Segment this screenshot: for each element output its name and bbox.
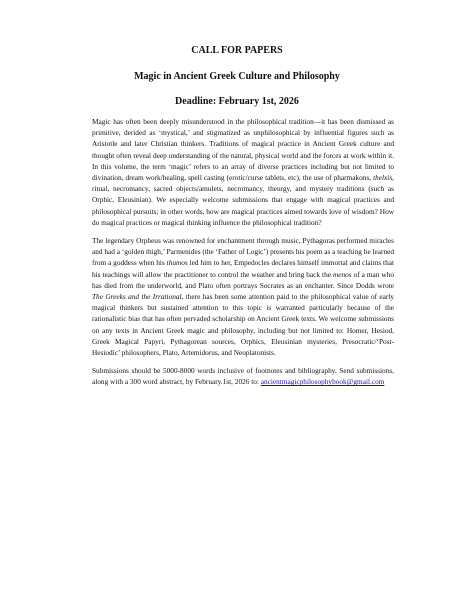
paragraph-submission	[92, 365, 394, 387]
paragraph-context: The legendary Orpheus was renowned for enchantment through music, Pythagoras performed miracles and had a ‘golden thigh,’ Parmenides (the ‘Father of Logic’) presents his poem as a teaching he learned from a goddess when his thumos led him to her, Empedocles declares himself immortal and claims that his teachings will allow the practitioner to control the weather and bring back the menos of a man who has died from the underworld, and Plato often portrays Socrates as an enchanter. Since Dodds wrote The Greeks and the Irrational, there has been some attention paid to the philosophical value of early magical thinkers but sustained attention to this topic is warranted particularly because of the rationalistic bias that has often pervaded scholarship on Ancient Greek texts. We welcome submissions on any texts in Ancient Greek magic and philosophy, including but not limited to: Homer, Hesiod, Greek Magical Papyri, Pythagorean sources, Orphics, Eleusinian mysteries, Presocratic/‘Post-Hesiodic’ philosophers, Plato, Artemidorus, and Neoplatonists.	[92, 236, 394, 358]
document-heading: CALL FOR PAPERS	[191, 45, 283, 56]
email-link[interactable]: ancientmagicphilosophybook@gmail.com	[260, 377, 385, 387]
document-body	[92, 116, 394, 395]
paragraph-intro: Magic has often been deeply misunderstood in the philosophical tradition—it has been dismissed as primitive, derided as ‘mystical,’ and stigmatized as unphilosophical by influential figures such as Aristotle and later Christian thinkers. Traditions of magical practice in Ancient Greek culture and thought often reveal deep understanding of the natural, physical world and the forces at work within it. In this volume, the term ‘magic’ refers to an array of diverse practices including but not limited to divination, dream work/healing, spell casting (erotic/curse tablets, etc), the use of pharmakons, thelxis, ritual, necromancy, sacred objects/amulets, necromancy, theurgy, and mystery traditions (such as Orphic, Eleusinian). We especially welcome submissions that engage with magical practices and philosophical pursuits; in other words, how are magical practices aimed towards love of wisdom? How do magical practices or magical thinking influence the philosophical tradition?	[92, 117, 394, 227]
document-title: Magic in Ancient Greek Culture and Philosophy	[134, 71, 340, 82]
submission-text: Submissions should be 5000-8000 words inclusive of footnotes and bibliography. Send submissions, along with a 300 word abstract, by February.1st, 2026 to:	[92, 366, 394, 387]
deadline-line: Deadline: February 1st, 2026	[175, 96, 299, 107]
